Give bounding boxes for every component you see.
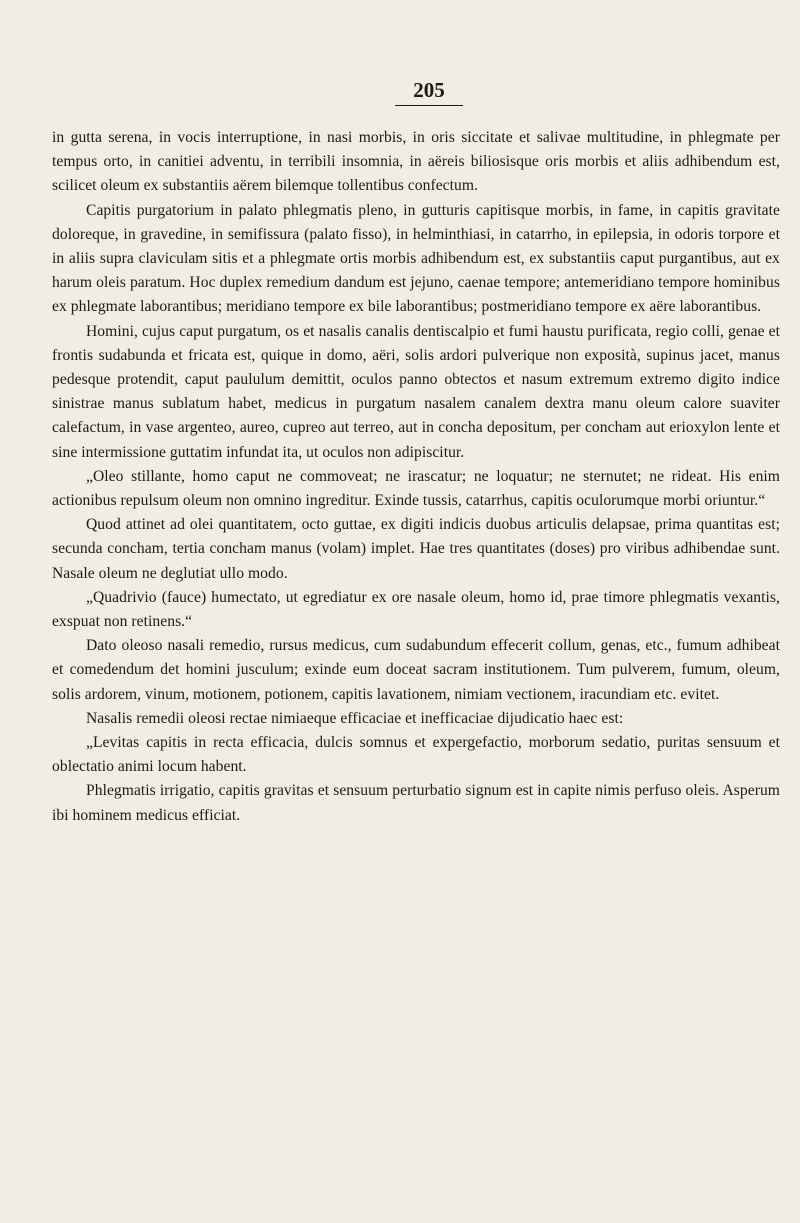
body-text — [52, 126, 780, 828]
paragraph-3: Homini, cujus caput purgatum, os et nasalis canalis dentiscalpio et fumi haustu purificata, regio colli, genae et frontis sudabunda et fricata est, quique in domo, aëri, solis ardori pulverique non exposità, supinus jacet, manus pedesque protendit, caput paululum demittit, oculos panno obtectos et nasum extremum extremo digito indice sinistrae manus sublatum habet, medicus in purgatum nasalem canalem dextra manu oleum calore suaviter calefactum, in vase argenteo, aureo, cupreo aut terreo, aut in concha depositum, per concham aut erioxylon lente et sine intermissione guttatim infundat ita, ut oculos non adipiscitur. — [52, 322, 780, 461]
paragraph-6: „Quadrivio (fauce) humectato, ut egrediatur ex ore nasale oleum, homo id, prae timore phlegmatis vexantis, exspuat non retinens.“ — [52, 588, 780, 631]
paragraph-9: „Levitas capitis in recta efficacia, dulcis somnus et expergefactio, morborum sedatio, puritas sensuum et oblectatio animi locum habent. — [52, 734, 780, 776]
paragraph-4: „Oleo stillante, homo caput ne commoveat; ne irascatur; ne loquatur; ne sternutet; ne rideat. His enim actionibus repulsum oleum non omnino ingreditur. Exinde tussis, catarrhus, capitis oculorumque morbi oriuntur.“ — [52, 467, 780, 510]
paragraph-7: Dato oleoso nasali remedio, rursus medicus, cum sudabundum effecerit collum, genas, etc., fumum adhibeat et comedendum det homini jusculum; exinde eum doceat sacram institutionem. Tum pulverem, fumum, oleum, solis ardorem, vinum, motionem, potionem, capitis lavationem, nimiam vectionem, iracundiam etc. evitet. — [52, 637, 780, 703]
paragraph-1: in gutta serena, in vocis interruptione, in nasi morbis, in oris siccitate et salivae multitudine, in phlegmate per tempus orto, in canitiei adventu, in terribili insomnia, in aëreis biliosisque oris morbis et aliis adhibendum est, scilicet oleum ex substantiis aërem bilemque tollentibus confectum. — [52, 129, 780, 195]
paragraph-2: Capitis purgatorium in palato phlegmatis pleno, in gutturis capitisque morbis, in fame, in capitis gravitate doloreque, in gravedine, in semifissura (palato fisso), in helminthiasi, in catarrho, in epilepsia, in odoris torpore et in aliis supra claviculam sitis et a phlegmate ortis morbis adhibendum est, ex substantiis caput purgantibus, aut ex harum oleis paratum. Hoc duplex remedium dandum est jejuno, caenae tempore; antemeridiano tempore hominibus ex phlegmate laborantibus; meridiano tempore ex bile laborantibus; postmeridiano tempore ex aëre laborantibus. — [52, 201, 780, 316]
page-number: 205 — [52, 78, 780, 106]
paragraph-10: Phlegmatis irrigatio, capitis gravitas et sensuum perturbatio signum est in capite nimis perfuso oleis. Asperum ibi hominem medicus efficiat. — [52, 782, 780, 824]
paragraph-5: Quod attinet ad olei quantitatem, octo guttae, ex digiti indicis duobus articulis delapsae, prima quantitas est; secunda concham, tertia concham manus (volam) implet. Hae tres quantitates (doses) pro viribus adhibendae sunt. Nasale oleum ne deglutiat ullo modo. — [52, 516, 780, 582]
paragraph-8: Nasalis remedii oleosi rectae nimiaeque efficaciae et inefficaciae dijudicatio haec est: — [86, 709, 624, 727]
